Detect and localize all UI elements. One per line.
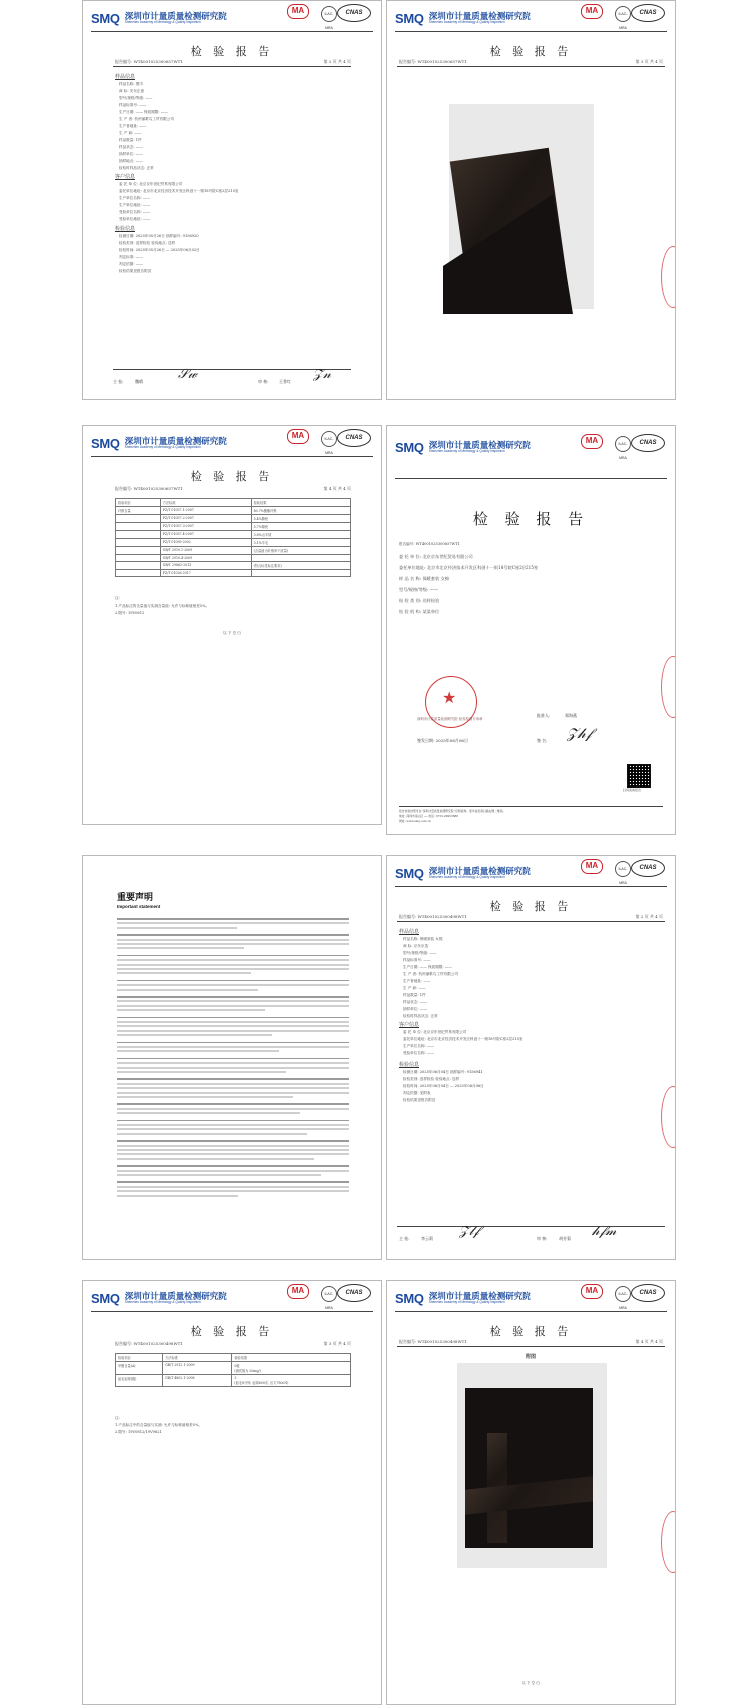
client-info-row: 生产单位名称: ——	[403, 1044, 435, 1048]
sample-info-row: 抽样地点: ——	[119, 159, 143, 163]
notes-title: 注:	[115, 596, 120, 600]
statement-text-line	[117, 947, 244, 949]
sample-info-row: 生产者地址: ——	[119, 124, 147, 128]
table-cell: 0级	[234, 1364, 240, 1368]
cover-info-row: 委 托 单 位: 北京京东世纪贸易有限公司	[399, 554, 473, 559]
note-1: 1.产品标注中的含量值与实测: 允许与标称值相差5%。	[115, 1423, 202, 1427]
report-page-7	[82, 1280, 382, 1705]
table-cell: GB/T 2910.1-2009	[160, 547, 251, 555]
statement-text-line	[117, 972, 251, 974]
statement-text-line	[117, 989, 258, 991]
sample-info-row: 生 产 商: ——	[403, 986, 426, 990]
ilac-mark-icon: ILAC-MRA	[321, 431, 337, 447]
signature-1: 𝒵𝓁𝒻	[459, 1224, 480, 1239]
smq-logo: SMQ	[395, 439, 424, 455]
table-cell: FZ/T 01057.1-2007	[160, 507, 251, 515]
table-cell: 甲醛含量(A)	[116, 1362, 163, 1375]
table-cell	[251, 570, 350, 577]
report-page-4-cover	[386, 425, 676, 835]
cover-info-row: 检 验 类 别: 送样检验	[399, 598, 440, 603]
sample-info-row: 样品名称: 围巾	[119, 82, 143, 86]
statement-text-line	[117, 922, 349, 924]
report-title: 检 验 报 告	[190, 1325, 274, 1338]
ilac-mark-icon: ILAC-MRA	[615, 861, 631, 877]
cnas-mark-icon: CNAS	[337, 429, 371, 447]
statement-text-line	[117, 1124, 349, 1126]
page-number: 第 4 页 共 4 页	[323, 486, 351, 491]
statement-text-line	[117, 927, 237, 929]
report-title: 检 验 报 告	[190, 45, 274, 58]
cover-info-row: 检 验 机 构: 某某单位	[399, 609, 440, 614]
report-number: 报告编号: WT4001025300498WT1	[399, 914, 467, 919]
statement-text-line	[117, 1092, 349, 1094]
signature-2: 𝒵𝓃	[313, 367, 331, 382]
seam-stamp-icon	[661, 1086, 676, 1148]
table-row	[116, 555, 351, 562]
statement-text-line	[117, 1067, 349, 1069]
cnas-mark-icon: CNAS	[337, 4, 371, 22]
page-number: 第 3 页 共 4 页	[635, 59, 663, 64]
sample-info-row: 抽样单位: ——	[119, 152, 143, 156]
table-cell: 3	[234, 1376, 237, 1380]
reviewer-label: 审 核:	[537, 1236, 548, 1241]
qr-caption: 扫码查看报告	[623, 788, 642, 792]
sample-info-row: 商 标: 京东京造	[403, 944, 429, 948]
statement-text-line	[117, 1174, 321, 1176]
smq-logo: SMQ	[395, 10, 424, 26]
cnas-mark-icon: CNAS	[631, 1284, 665, 1302]
statement-text-line	[117, 1190, 349, 1192]
chief-inspector-label: 主 检:	[399, 1236, 410, 1241]
statement-text-line	[117, 1087, 349, 1089]
cover-report-no: 报告编号: WT4001025300657WT1	[399, 542, 460, 546]
client-info-row: 生产单位名称: ——	[119, 196, 151, 200]
table-cell	[116, 547, 161, 555]
table-cell: FZ/T 01057.3-2007	[160, 523, 251, 531]
statement-text-line	[117, 1140, 349, 1142]
table-cell: GB/T 4802.1-2008	[163, 1375, 232, 1387]
report-number: 报告编号: WT4001025300657WT1	[115, 59, 183, 64]
statement-text-line	[117, 1042, 349, 1044]
sample-info-row: 型号/规格/等级: ——	[119, 96, 153, 100]
sample-info-row: 样品状态: ——	[403, 1000, 427, 1004]
statement-text-line	[117, 1145, 349, 1147]
institute-name-en: Shenzhen Academy of Metrology & Quality Inspection	[428, 449, 505, 454]
statement-text-line	[117, 1030, 349, 1032]
table-row	[116, 507, 351, 515]
table-header-cell: 检验项目	[116, 1354, 163, 1362]
statement-text-line	[117, 1181, 349, 1183]
table-cell: (符合标签标注要求)	[251, 562, 350, 570]
table-header-cell: 检验项目	[116, 499, 161, 507]
ma-mark-icon: MA	[287, 4, 309, 19]
approver-name: 郑海燕	[565, 713, 577, 718]
table-cell: 5.7%锦纶	[251, 523, 350, 531]
footer-line-1: 报告检验结果可在“深圳计量质量检测研究院”官网查询。更多信息请扫描右侧二维码。	[399, 809, 506, 813]
sample-info-row: 生 产 者: 杭州丽歌鸟工贸有限公司	[119, 117, 174, 121]
table-cell-note: (起毛8分钟, 起球600次, 压力780cN)	[234, 1381, 289, 1385]
sample-info-row: 抽样单位: ——	[403, 1007, 427, 1011]
smq-logo: SMQ	[395, 1290, 424, 1306]
cnas-mark-icon: CNAS	[631, 859, 665, 877]
sample-info-row: 商 标: 安东正意	[119, 89, 145, 93]
statement-text-line	[117, 1112, 300, 1114]
table-cell: 3.1%羊毛	[251, 539, 350, 547]
note-2: 2.限号: 19V0812/19V9821	[115, 1430, 162, 1434]
ilac-mark-icon: ILAC-MRA	[321, 6, 337, 22]
ilac-mark-icon: ILAC-MRA	[615, 436, 631, 452]
signature-1: 𝒮𝓌	[178, 367, 198, 382]
table-cell: GB/T 2912.1-2009	[163, 1362, 232, 1375]
institute-name: 深圳市计量质量检测研究院	[428, 865, 531, 876]
ilac-mark-icon: ILAC-MRA	[321, 1286, 337, 1302]
notes-title: 注:	[115, 1416, 120, 1420]
ma-mark-icon: MA	[581, 434, 603, 449]
ilac-mark-icon: ILAC-MRA	[615, 6, 631, 22]
statement-text-line	[117, 1158, 314, 1160]
test-info-row: 检验结果见报告附页	[403, 1098, 436, 1102]
section-test-info: 检验信息	[399, 1062, 420, 1068]
table-row	[116, 570, 351, 577]
statement-text-line	[117, 984, 349, 986]
table-row	[116, 539, 351, 547]
sample-info-row: 样品名称: 保暖套装 女棉	[403, 937, 443, 941]
cnas-mark-icon: CNAS	[631, 434, 665, 452]
reviewer-label: 审 核:	[258, 379, 269, 384]
statement-text-line	[117, 1058, 349, 1060]
table-cell	[116, 515, 161, 523]
test-info-row: 检验类别: 送样检验 检验地点: 送样	[119, 241, 176, 245]
institute-name-en: Shenzhen Academy of Metrology & Quality Inspection	[428, 875, 505, 880]
statement-text-line	[117, 943, 349, 945]
cover-title: 检 验 报 告	[472, 510, 590, 528]
statement-text-line	[117, 939, 349, 941]
test-info-row: 检验类别: 送样检验 检验地点: 送样	[403, 1077, 460, 1081]
institute-name: 深圳市计量质量检测研究院	[124, 435, 227, 446]
table-cell	[116, 539, 161, 547]
client-info-row: 委托单位地址: 北京市北京经济技术开发区科创十一街18号院C座2层215室	[403, 1037, 523, 1041]
table-cell	[116, 555, 161, 562]
report-title: 检 验 报 告	[489, 1325, 573, 1338]
statement-text-line	[117, 1034, 272, 1036]
ma-mark-icon: MA	[581, 1284, 603, 1299]
signature-2: 𝒽𝒻𝓂	[592, 1224, 617, 1239]
section-sample-info: 样品信息	[399, 929, 420, 935]
client-info-row: 生产单位地址: ——	[119, 203, 151, 207]
statement-text-line	[117, 1170, 349, 1172]
table-row	[116, 547, 351, 555]
table-row	[116, 1362, 351, 1375]
statement-text-line	[117, 1083, 349, 1085]
section-client-info: 客户信息	[115, 174, 136, 180]
table-header-cell: 方法标准	[160, 499, 251, 507]
table-row	[116, 515, 351, 523]
table-cell: 起毛起球(级)	[116, 1375, 163, 1387]
table-cell	[116, 531, 161, 539]
table-row	[116, 562, 351, 570]
page-number: 第 2 页 共 4 页	[635, 914, 663, 919]
statement-text-line	[117, 1021, 349, 1023]
table-cell	[116, 562, 161, 570]
smq-logo: SMQ	[395, 865, 424, 881]
chief-inspector-name: 魏晴	[135, 379, 143, 384]
reviewer-name: 王普红	[279, 379, 291, 384]
statement-text-line	[117, 1009, 265, 1011]
client-info-row: 受检单位地址: ——	[119, 217, 151, 221]
sample-info-row: 样品状态: ——	[119, 145, 143, 149]
sample-info-row: 生产日期: —— 保质期限: ——	[403, 965, 452, 969]
table-row	[116, 523, 351, 531]
stamp-star-icon: ★	[442, 688, 457, 707]
sample-info-row: 生 产 者: 杭州丽歌鸟工贸有限公司	[403, 972, 458, 976]
important-statement-page	[82, 855, 382, 1260]
ma-mark-icon: MA	[287, 1284, 309, 1299]
sample-photo	[457, 1363, 607, 1568]
smq-logo: SMQ	[91, 10, 120, 26]
statement-text-line	[117, 918, 349, 920]
table-cell	[232, 1362, 351, 1375]
statement-text-line	[117, 1120, 349, 1122]
table-cell: FZ/T 01095-2002	[160, 539, 251, 547]
statement-text-line	[117, 1153, 349, 1155]
ilac-mark-icon: ILAC-MRA	[615, 1286, 631, 1302]
test-info-row: 检测日期: 2025年05月26日 抽样编号: 9156920	[119, 234, 199, 238]
test-info-row: 判定依据: ——	[119, 262, 143, 266]
statement-text-line	[117, 1062, 349, 1064]
reviewer-name: 胡芳菊	[559, 1236, 571, 1241]
table-cell: 80.7%聚酯纤维	[251, 507, 350, 515]
sample-info-row: 样品标准号: ——	[403, 958, 431, 962]
client-info-row: 委托单位地址: 北京市北京经济技术开发区科创十一街18号院C座2层215室	[119, 189, 239, 193]
statement-text-line	[117, 1165, 349, 1167]
page-number: 第 4 页 共 4 页	[635, 1339, 663, 1344]
statement-text-line	[117, 1017, 349, 1019]
cover-info-row: 样 品 名 称: 保暖套装 女棉	[399, 576, 449, 581]
table-cell: 3.8%山羊绒	[251, 531, 350, 539]
statement-title: 重要声明	[117, 892, 154, 902]
institute-name-en: Shenzhen Academy of Metrology & Quality Inspection	[428, 20, 505, 25]
seam-stamp-icon	[661, 246, 676, 308]
cnas-mark-icon: CNAS	[337, 1284, 371, 1302]
statement-text-line	[117, 1128, 349, 1130]
test-info-row: 检验结果见报告附页	[119, 269, 152, 273]
test-info-row: 判定依据: 见附表	[403, 1091, 431, 1095]
table-header-cell: 检验结果	[232, 1354, 351, 1362]
ma-mark-icon: MA	[581, 859, 603, 874]
cnas-mark-icon: CNAS	[631, 4, 665, 22]
statement-text-line	[117, 1096, 293, 1098]
ma-mark-icon: MA	[287, 429, 309, 444]
table-cell-note: (测试值为 20mg/)	[234, 1369, 261, 1373]
note-2: 2.限号: 19V0812	[115, 611, 145, 615]
sample-info-row: 检验时样品状态: 正常	[119, 166, 154, 170]
table-row	[116, 531, 351, 539]
test-info-row: 检验时间: 2025年05月26日 — 2025年06月02日	[119, 248, 200, 252]
report-title: 检 验 报 告	[489, 45, 573, 58]
table-cell	[116, 570, 161, 577]
institute-name: 深圳市计量质量检测研究院	[124, 1290, 227, 1301]
table-header-cell: 方法标准	[163, 1354, 232, 1362]
approver-label: 批准人:	[537, 713, 551, 718]
qr-code-icon	[627, 764, 651, 788]
sample-info-row: 样品数量: 1件	[403, 993, 426, 997]
report-page-6	[386, 855, 676, 1260]
sample-info-row: 生产日期: —— 保质期限: ——	[119, 110, 168, 114]
approver-signature: 𝒵𝒽𝒻	[567, 726, 592, 742]
signature-label: 签 名:	[537, 738, 548, 743]
statement-text-line	[117, 1050, 279, 1052]
table-cell: FZ/T 01057.2-2007	[160, 515, 251, 523]
chief-inspector-name: 李云莉	[421, 1236, 433, 1241]
statement-text-line	[117, 1025, 349, 1027]
table-cell: FZ/T 01026-2017	[160, 570, 251, 577]
results-table	[115, 1353, 351, 1387]
table-cell	[232, 1375, 351, 1387]
report-number: 报告编号: WT4001025300657WT1	[115, 486, 183, 491]
statement-text-line	[117, 1108, 349, 1110]
report-page-2	[386, 0, 676, 400]
statement-text-line	[117, 1071, 286, 1073]
institute-name: 深圳市计量质量检测研究院	[428, 1290, 531, 1301]
report-page-1	[82, 0, 382, 400]
ma-mark-icon: MA	[581, 4, 603, 19]
report-title: 检 验 报 告	[190, 470, 274, 483]
photo-caption: 附图	[525, 1354, 536, 1360]
report-page-3	[82, 425, 382, 825]
table-cell: (含量值为纤维净干质量)	[251, 547, 350, 555]
table-cell: GB/T 29862-2013	[160, 562, 251, 570]
statement-text-line	[117, 1046, 349, 1048]
test-info-row: 检测日期: 2025年06月04日 抽样编号: 9156941	[403, 1070, 483, 1074]
sample-photo	[449, 104, 594, 309]
institute-name: 深圳市计量质量检测研究院	[428, 439, 531, 450]
note-1: 1.产品标注的含量值与实测含量值: 允许与标称值相差5%。	[115, 604, 210, 608]
institute-name: 深圳市计量质量检测研究院	[428, 10, 531, 21]
seam-stamp-icon	[661, 1511, 676, 1573]
statement-text-line	[117, 934, 349, 936]
table-header-cell: 检验结果	[251, 499, 350, 507]
section-client-info: 客户信息	[399, 1022, 420, 1028]
client-info-row: 委 托 单 位: 北京京东世纪贸易有限公司	[119, 182, 183, 186]
table-cell	[251, 555, 350, 562]
blank-below-text: 以 下 空 白	[223, 631, 241, 635]
table-cell: 5.4%腈纶	[251, 515, 350, 523]
statement-text-line	[117, 968, 349, 970]
footer-line-3: 网址: www.smq.com.cn	[399, 819, 432, 823]
sample-info-row: 检验时样品状态: 正常	[403, 1014, 438, 1018]
report-page-8	[386, 1280, 676, 1705]
smq-logo: SMQ	[91, 435, 120, 451]
page-number: 第 3 页 共 4 页	[323, 1341, 351, 1346]
test-info-row: 判定标准: ——	[119, 255, 143, 259]
report-number: 报告编号: WT4001025300498WT1	[115, 1341, 183, 1346]
statement-text-line	[117, 980, 349, 982]
statement-text-line	[117, 1000, 349, 1002]
statement-text-line	[117, 964, 349, 966]
stamp-text: 深圳市计量质量检测研究院 检验检测专用章	[417, 717, 483, 721]
institute-name: 深圳市计量质量检测研究院	[124, 10, 227, 21]
footer-line-2: 地址: 深圳市南山区 ── 电话: 0755-29953688	[399, 814, 459, 818]
sample-info-row: 型号/规格/等级: ——	[403, 951, 437, 955]
statement-text-line	[117, 1186, 349, 1188]
table-row	[116, 1375, 351, 1387]
report-title: 检 验 报 告	[489, 900, 573, 913]
statement-text-line	[117, 1195, 238, 1197]
sample-info-row: 生 产 商: ——	[119, 131, 142, 135]
cover-info-row: 型号/规格/等级: ——	[399, 587, 439, 592]
statement-subtitle: Important statement	[117, 904, 161, 909]
client-info-row: 受检单位名称: ——	[119, 210, 151, 214]
client-info-row: 委 托 单 位: 北京京东世纪贸易有限公司	[403, 1030, 467, 1034]
table-cell: GB/T 2910.4-2009	[160, 555, 251, 562]
institute-name-en: Shenzhen Academy of Metrology & Quality Inspection	[124, 1300, 201, 1305]
report-number: 报告编号: WT4001025300498WT1	[399, 1339, 467, 1344]
smq-logo: SMQ	[91, 1290, 120, 1306]
section-sample-info: 样品信息	[115, 74, 136, 80]
statement-text-line	[117, 1133, 307, 1135]
blank-below-text: 以 下 空 白	[522, 1681, 540, 1685]
client-info-row: 受检单位名称: ——	[403, 1051, 435, 1055]
page-number: 第 2 页 共 4 页	[323, 59, 351, 64]
chief-inspector-label: 主 检:	[113, 379, 124, 384]
seam-stamp-icon	[661, 656, 676, 718]
sample-info-row: 样品标准号: ——	[119, 103, 147, 107]
statement-text-line	[117, 1149, 349, 1151]
statement-text-line	[117, 1078, 349, 1080]
sample-info-row: 生产者地址: ——	[403, 979, 431, 983]
issue-date: 签发日期: 2025年06月06日	[417, 738, 468, 743]
cover-info-row: 委托单位地址: 北京市北京经济技术开发区科创十一街18号院C座2层215室	[399, 565, 539, 570]
statement-text-line	[117, 955, 349, 957]
sample-info-row: 样品数量: 1件	[119, 138, 142, 142]
statement-text-line	[117, 996, 349, 998]
section-test-info: 检验信息	[115, 226, 136, 232]
test-info-row: 检验时间: 2025年06月04日 — 2025年06月06日	[403, 1084, 484, 1088]
institute-name-en: Shenzhen Academy of Metrology & Quality Inspection	[124, 445, 201, 450]
statement-text-line	[117, 959, 349, 961]
results-table	[115, 498, 351, 577]
institute-name-en: Shenzhen Academy of Metrology & Quality Inspection	[428, 1300, 505, 1305]
statement-text-line	[117, 1103, 349, 1105]
table-cell: 纤维含量	[116, 507, 161, 515]
table-cell	[116, 523, 161, 531]
report-number: 报告编号: WT4001025300657WT1	[399, 59, 467, 64]
statement-text-line	[117, 1005, 349, 1007]
institute-name-en: Shenzhen Academy of Metrology & Quality Inspection	[124, 20, 201, 25]
table-cell: FZ/T 01057.4-2007	[160, 531, 251, 539]
